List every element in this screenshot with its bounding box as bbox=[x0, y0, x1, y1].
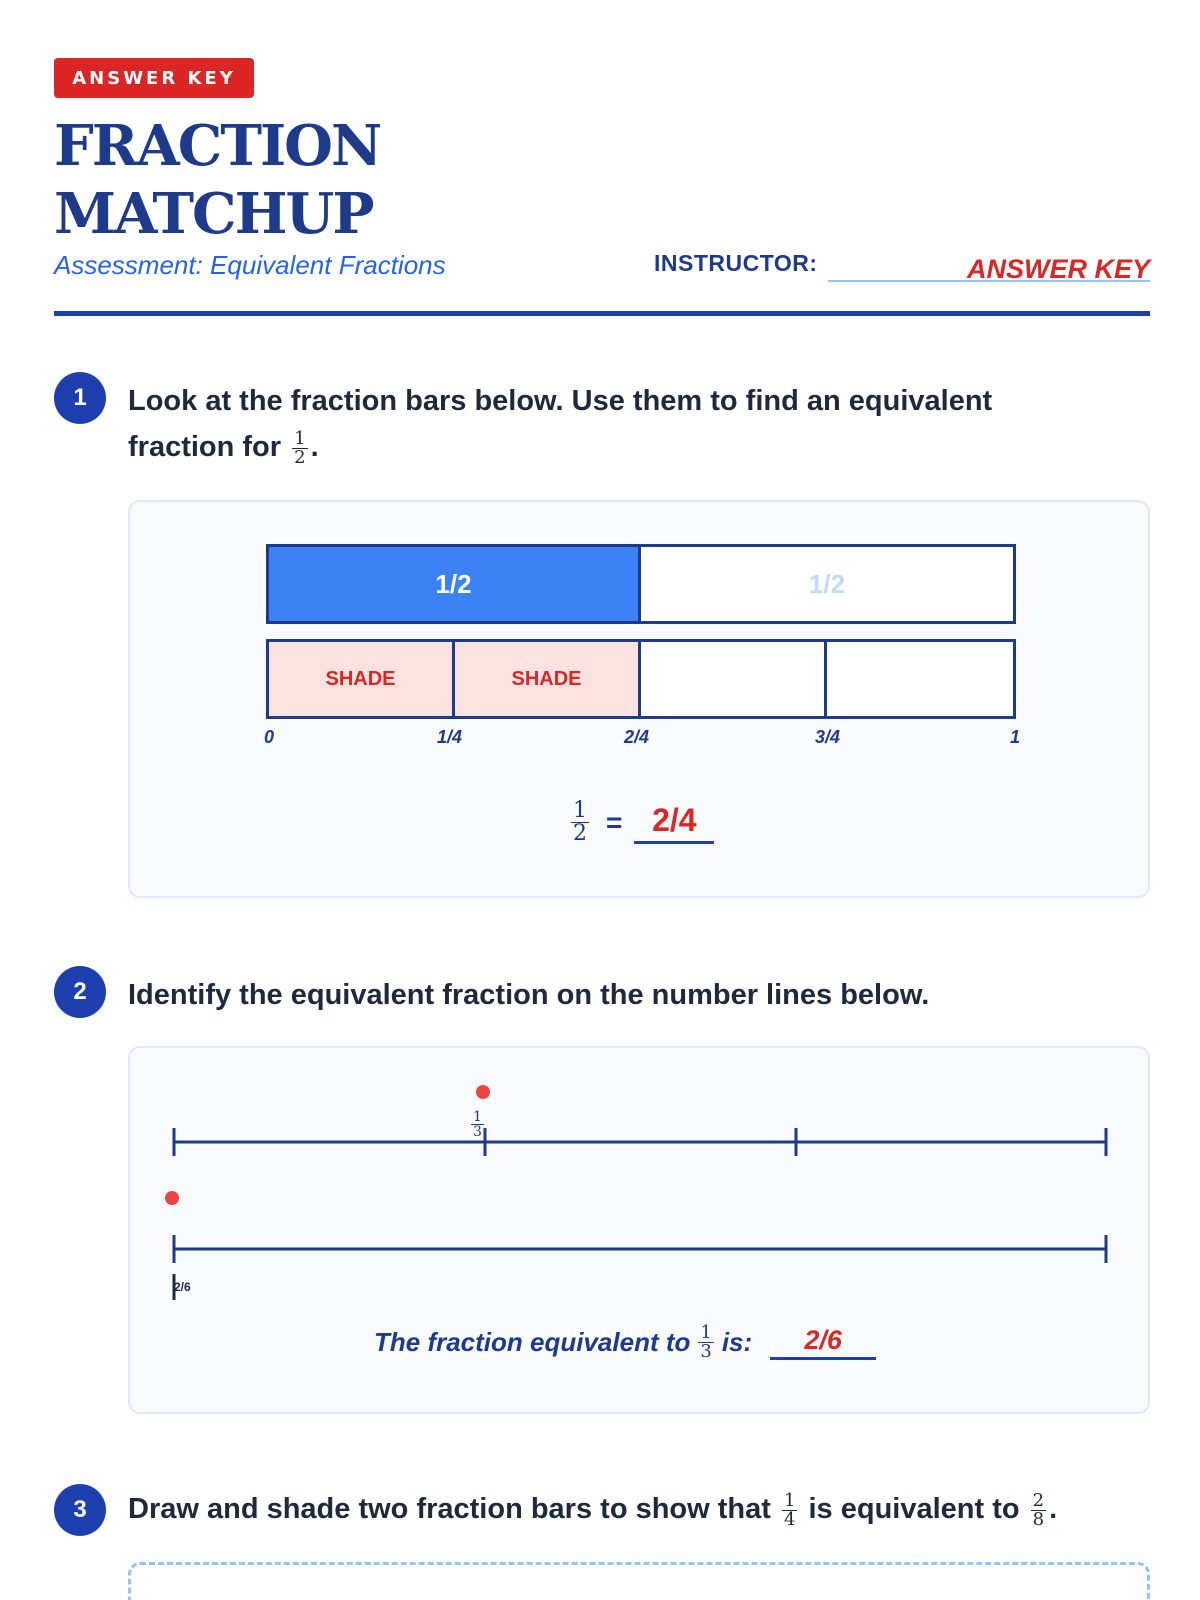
quarter-cell-1[interactable]: SHADE bbox=[269, 642, 455, 716]
number-line-2-marker-dot bbox=[165, 1191, 179, 1205]
question-1-panel bbox=[128, 500, 1150, 898]
question-1-line-2-prefix: fraction for bbox=[128, 431, 282, 463]
quarters-bar bbox=[266, 639, 1016, 719]
question-2-sentence-prefix: The fraction equivalent to bbox=[374, 1327, 691, 1357]
marker-numerator: 1 bbox=[473, 1109, 482, 1125]
quarter-cell-2[interactable]: SHADE bbox=[455, 642, 641, 716]
question-3-text-suffix: . bbox=[1049, 1493, 1058, 1525]
tick-label-1: 1 bbox=[1010, 727, 1021, 747]
answer-fraction bbox=[571, 800, 589, 845]
question-2-fraction-denominator: 3 bbox=[700, 1341, 712, 1362]
question-3-fraction-1-numerator: 1 bbox=[783, 1489, 796, 1511]
number-line-1-marker-dot bbox=[476, 1085, 490, 1099]
question-1-line-1: Look at the fraction bars below. Use them to find an equivalent bbox=[128, 385, 993, 417]
number-line-2-label: 2/6 bbox=[174, 1280, 191, 1294]
tick-label-1-4: 1/4 bbox=[437, 727, 463, 747]
marker-denominator: 3 bbox=[473, 1124, 482, 1140]
question-3-text-middle: is equivalent to bbox=[808, 1493, 1020, 1525]
question-2-fraction bbox=[698, 1324, 713, 1361]
instructor-label: INSTRUCTOR: bbox=[654, 250, 818, 276]
question-3-number: 3 bbox=[54, 1484, 106, 1536]
worksheet-title bbox=[54, 112, 654, 248]
answer-key-badge: ANSWER KEY bbox=[54, 58, 254, 98]
question-3-fraction-2 bbox=[1031, 1489, 1046, 1530]
question-3-fraction-1 bbox=[782, 1489, 797, 1530]
question-1-text bbox=[128, 378, 1128, 470]
question-1-line-2: fraction for $\frac{1}{2}$ . bbox=[128, 427, 319, 468]
question-2-answer-row bbox=[374, 1324, 876, 1361]
number-line-1-marker-label bbox=[471, 1110, 484, 1139]
answer-fraction-denominator: 2 bbox=[573, 821, 587, 846]
question-1-answer-row bbox=[568, 800, 714, 845]
question-2-number: 2 bbox=[54, 966, 106, 1018]
question-3-fraction-1-denominator: 4 bbox=[783, 1508, 796, 1530]
question-3-text bbox=[128, 1486, 1128, 1532]
title-line-1: FRACTION bbox=[54, 113, 381, 179]
question-1-fraction bbox=[292, 427, 307, 468]
answer-fraction-numerator: 1 bbox=[573, 798, 587, 823]
header-divider bbox=[54, 311, 1150, 316]
tick-label-3-4: 3/4 bbox=[815, 727, 841, 747]
quarter-cell-3[interactable] bbox=[641, 642, 827, 716]
question-2-fraction-numerator: 1 bbox=[700, 1322, 712, 1343]
tick-label-2-4: 2/4 bbox=[624, 727, 650, 747]
half-cell-shaded[interactable]: 1/2 bbox=[269, 547, 641, 621]
halves-bar bbox=[266, 544, 1016, 624]
worksheet-subtitle: Assessment: Equivalent Fractions bbox=[54, 250, 446, 280]
title-line-2: MATCHUP bbox=[54, 181, 373, 247]
question-3-text-prefix: Draw and shade two fraction bars to show that bbox=[128, 1493, 771, 1525]
fraction-denominator: 2 bbox=[294, 446, 306, 468]
tick-label-0: 0 bbox=[264, 727, 275, 747]
question-2-text: Identify the equivalent fraction on the number lines below. bbox=[128, 979, 930, 1011]
instructor-field[interactable]: ANSWER KEY bbox=[966, 254, 1150, 284]
half-cell-unshaded[interactable]: 1/2 bbox=[808, 568, 846, 599]
question-2-panel bbox=[128, 1046, 1150, 1414]
quarter-cell-4[interactable] bbox=[827, 642, 1013, 716]
question-3-fraction-2-denominator: 8 bbox=[1032, 1508, 1045, 1530]
question-3-fraction-2-numerator: 2 bbox=[1032, 1489, 1045, 1511]
question-1-answer[interactable]: 2/4 bbox=[634, 802, 714, 844]
fraction-numerator: 1 bbox=[294, 427, 306, 449]
equals-sign: = bbox=[606, 806, 623, 838]
question-2-sentence-suffix: is: bbox=[721, 1327, 753, 1357]
question-1-number: 1 bbox=[54, 372, 106, 424]
question-2-answer[interactable]: 2/6 bbox=[770, 1325, 876, 1360]
number-lines bbox=[130, 1048, 1148, 1348]
question-3-drawing-area[interactable] bbox=[128, 1562, 1150, 1600]
